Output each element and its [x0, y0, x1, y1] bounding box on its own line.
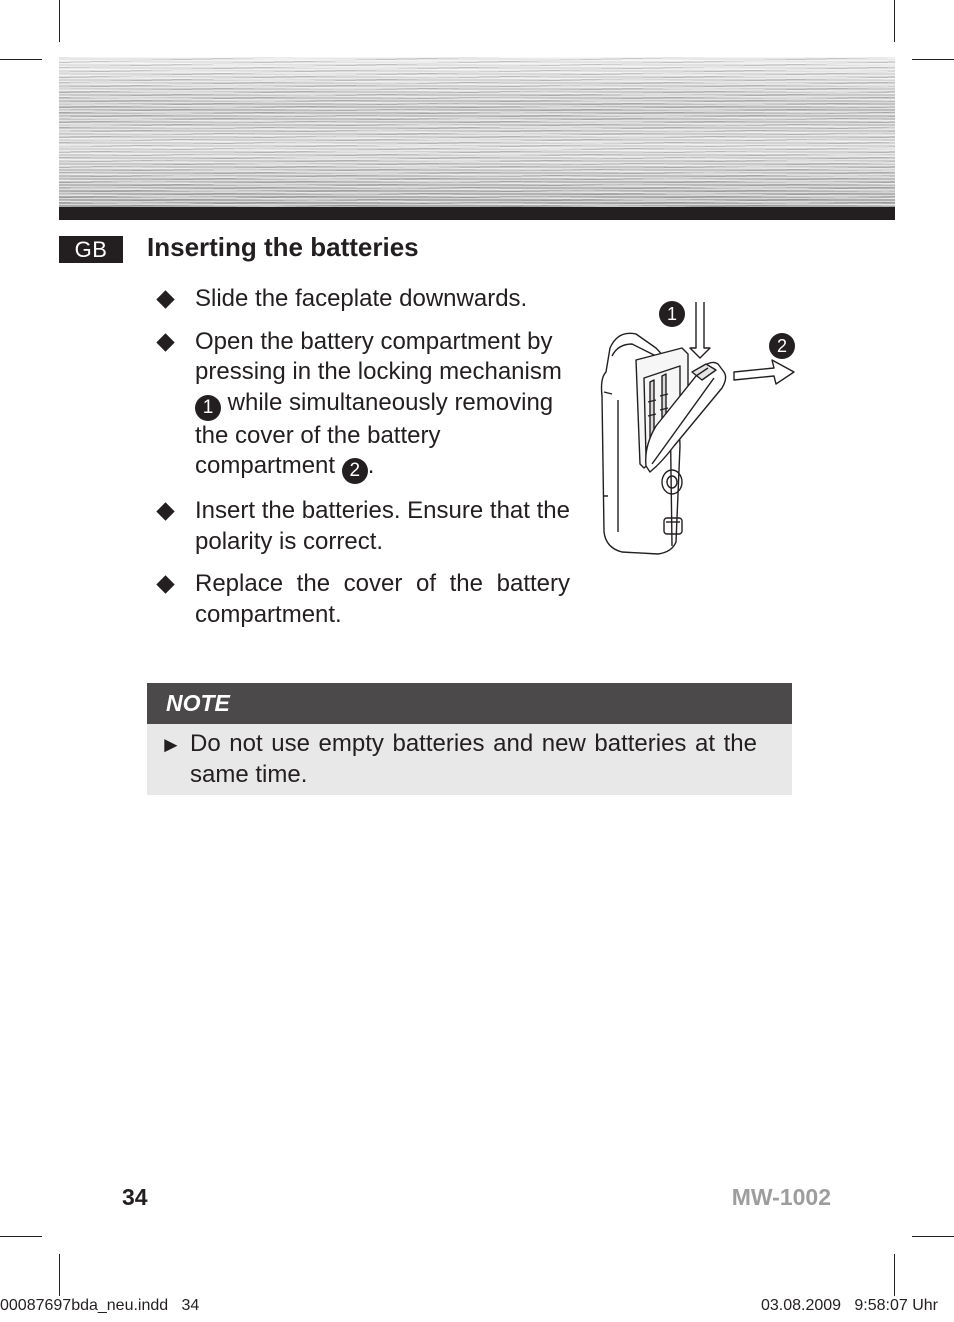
crop-mark-bottom-right-horizontal [912, 1236, 954, 1237]
note-text: Do not use empty batteries and new batteries at the same time. [190, 730, 757, 788]
model-name: MW-1002 [731, 1184, 831, 1210]
instruction-text: . [367, 452, 375, 479]
note-heading: NOTE [147, 683, 792, 724]
diamond-bullet-icon [156, 333, 174, 351]
triangle-right-icon: ► [160, 732, 182, 757]
crop-mark-top-left-horizontal [0, 59, 42, 60]
crop-mark-bottom-left-horizontal [0, 1236, 42, 1237]
crop-mark-bottom-right-vertical [894, 1254, 895, 1296]
print-slug-filename: 00087697bda_neu.indd 34 [0, 1297, 200, 1314]
instruction-step-1 [155, 284, 570, 315]
crop-mark-top-right-horizontal [912, 59, 954, 60]
instruction-step-4 [155, 569, 570, 630]
instruction-step-2 [155, 327, 570, 485]
page-number: 34 [122, 1184, 148, 1210]
crop-mark-bottom-left-vertical [59, 1254, 60, 1296]
instruction-text: Insert the batteries. Ensure that the polarity is correct. [195, 497, 570, 555]
illustration-marker-2: 2 [776, 336, 788, 356]
note-box [147, 683, 792, 795]
instruction-text: Slide the faceplate downwards. [195, 285, 528, 312]
diamond-bullet-icon [156, 575, 174, 593]
print-slug-timestamp: 03.08.2009 9:58:07 Uhr [760, 1297, 938, 1314]
brushed-metal-header [59, 57, 895, 207]
section-title: Inserting the batteries [147, 232, 419, 262]
marker-1-icon: 1 [195, 395, 221, 421]
note-item [147, 724, 792, 790]
instruction-list [155, 284, 570, 642]
header-rule [59, 207, 895, 220]
crop-mark-top-right-vertical [894, 0, 895, 42]
battery-compartment-illustration [596, 296, 800, 558]
language-badge: GB [59, 236, 123, 263]
diamond-bullet-icon [156, 290, 174, 308]
instruction-step-3 [155, 496, 570, 557]
instruction-text: Replace the cover of the battery compartment. [195, 570, 570, 628]
instruction-text: while simultaneously removing the cover of the battery compartment [195, 388, 554, 479]
diamond-bullet-icon [156, 502, 174, 520]
crop-mark-top-left-vertical [59, 0, 60, 42]
marker-2-icon: 2 [342, 458, 368, 484]
instruction-text: Open the battery compartment by pressing in the locking mechanism [195, 327, 562, 385]
illustration-marker-1: 1 [666, 304, 678, 324]
